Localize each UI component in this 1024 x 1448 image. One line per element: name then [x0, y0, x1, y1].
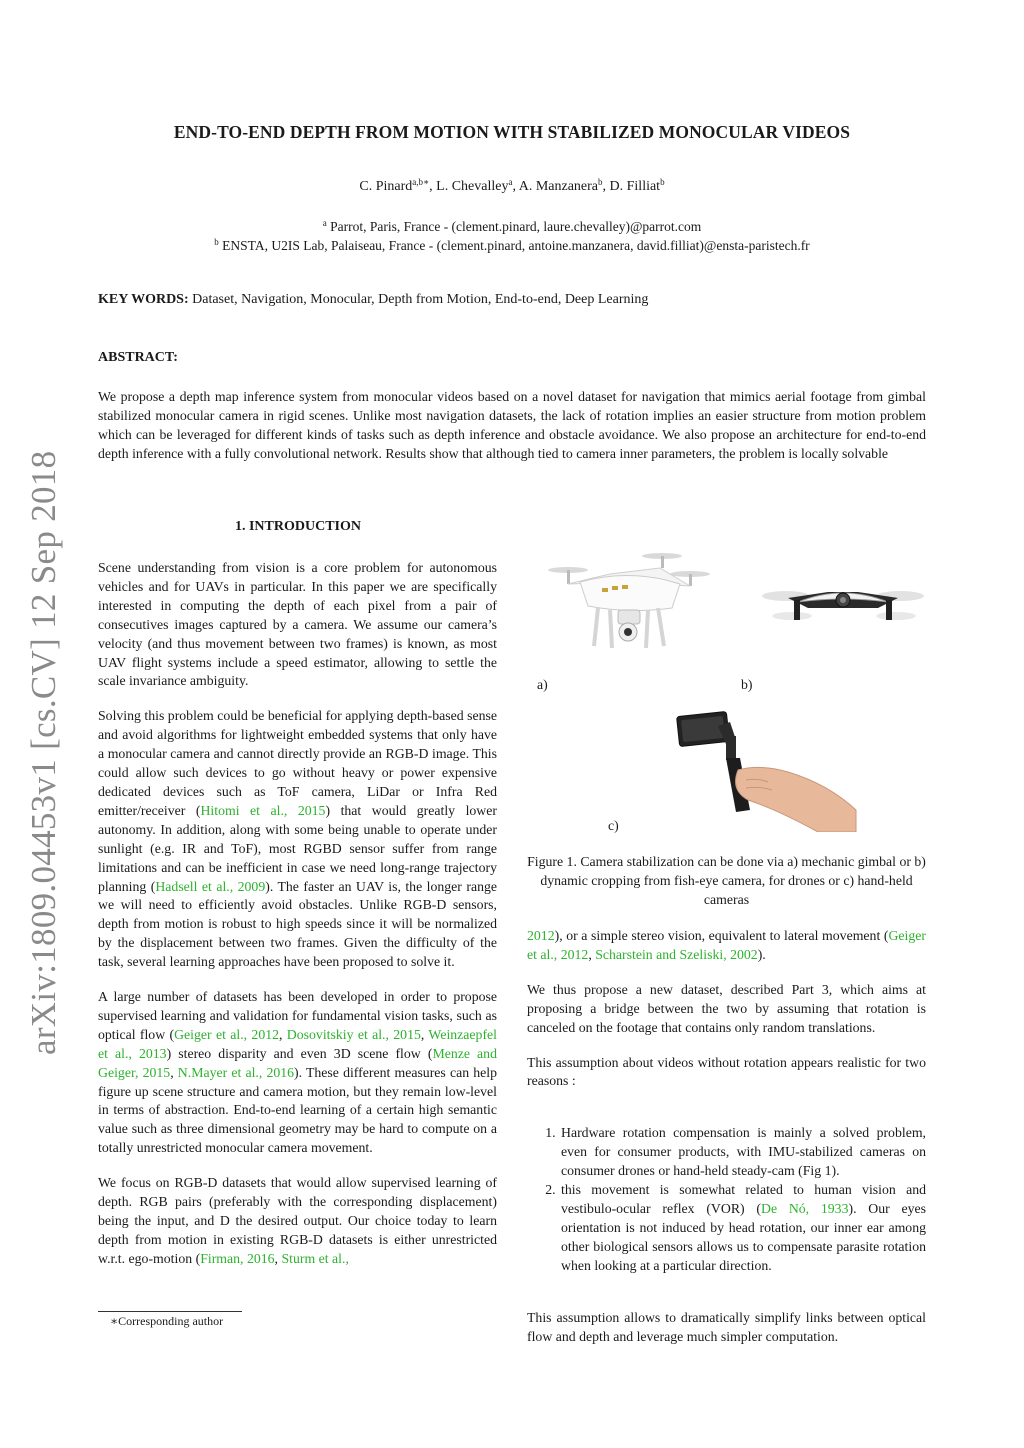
- footnote: ∗Corresponding author: [110, 1314, 224, 1328]
- author-separator: ,: [602, 179, 610, 194]
- affiliation-a: [0, 219, 1024, 235]
- right-paragraph-4: This assumption allows to dramatically simplify links between optical flow and depth and leverage much simpler computation.: [527, 1309, 926, 1344]
- author-separator: ,: [512, 179, 519, 194]
- paragraph-text: ,: [420, 1026, 429, 1042]
- paragraph-text: ,: [588, 946, 596, 962]
- citation-link[interactable]: Dosovitskiy et al., 2015: [286, 1026, 421, 1042]
- right-paragraph-2: We thus propose a new dataset, described Part 3, which aims at proposing a bridge between the two by assuming that rotation is canceled on the footage that contains only random translations.: [527, 981, 926, 1035]
- author-affil-mark: a,b∗: [412, 177, 430, 187]
- right-paragraph-3: This assumption about videos without rotation appears realistic for two reasons :: [527, 1054, 926, 1089]
- affiliation-b: [0, 238, 1024, 254]
- drone-gimbal-image: [540, 548, 720, 658]
- author-separator: ,: [429, 179, 437, 194]
- author-affil-mark: a: [508, 177, 513, 187]
- abstract-text: We propose a depth map inference system from monocular videos based on a novel dataset for navigation that mimics aerial footage from gimbal stabilized monocular camera in rigid scenes. Unlike most navigation datasets, the lack of rotation implies an easier structure from motion problem which can be leveraged for different kinds of tasks such as depth inference and obstacle avoidance. We also propose an architecture for end-to-end depth inference with a fully convolutional network. Results show that although tied to camera inner parameters, the problem is locally solvable: [98, 389, 926, 461]
- citation-link[interactable]: Hadsell et al., 2009: [155, 878, 266, 894]
- author-name: C. Pinard: [359, 179, 413, 194]
- paragraph-text: ,: [279, 1026, 287, 1042]
- paragraph-text: A large number of datasets has been developed in order to propose supervised learning and validation for fundamental vision tasks, such as optical flow (: [98, 989, 497, 1042]
- right-column: [527, 927, 926, 1362]
- left-column: [98, 559, 497, 1285]
- paragraph-text: this movement is somewhat related to human vision and vestibulo-ocular reflex (VOR) (: [561, 1182, 926, 1216]
- handheld-gimbal-image: [668, 700, 858, 832]
- citation-link[interactable]: Menze and Geiger, 2015: [98, 1045, 497, 1080]
- abstract-heading: ABSTRACT:: [98, 350, 178, 365]
- affiliation-text: Parrot, Paris, France - (clement.pinard, laure.chevalley)@parrot.com: [330, 219, 702, 234]
- affiliation-mark: b: [214, 237, 219, 247]
- author-list: [0, 179, 1024, 195]
- paragraph-text: ,: [170, 1064, 178, 1080]
- intro-paragraph-4: [98, 1174, 497, 1269]
- paragraph-text: ,: [274, 1250, 282, 1266]
- author-name: A. Manzanera: [518, 179, 599, 194]
- affiliation-text: ENSTA, U2IS Lab, Palaiseau, France - (clement.pinard, antoine.manzanera, david.filliat)@ensta-paristech.fr: [222, 238, 810, 253]
- figure-label-b: b): [741, 677, 753, 692]
- footnote-divider: [98, 1311, 242, 1312]
- paragraph-text: ). The faster an UAV is, the longer range we will need to efficiently avoid obstacles. Unlike RGB-D sensors, depth from motion is robust to high speeds since it will be normalized by the displacement between two frames. Given the difficulty of the task, several learning approaches have been proposed to solve it.: [98, 878, 497, 970]
- reasons-list: [527, 1124, 926, 1275]
- paragraph-text: ) stereo disparity and even 3D scene flow (: [166, 1045, 433, 1061]
- paragraph-text: We focus on RGB-D datasets that would allow supervised learning of depth. RGB pairs (preferably with the corresponding displacement) being the input, and D the desired output. Our choice today to learn depth from motion in existing RGB-D datasets is either unrestricted w.r.t. ego-motion (: [98, 1175, 497, 1266]
- author-affil-mark: b: [598, 177, 603, 187]
- right-paragraph-1: [527, 927, 926, 965]
- citation-link[interactable]: Geiger et al., 2012: [527, 928, 926, 962]
- citation-link[interactable]: Geiger et al., 2012: [174, 1026, 280, 1042]
- citation-link[interactable]: N.Mayer et al., 2016: [177, 1064, 295, 1080]
- paper-title: END-TO-END DEPTH FROM MOTION WITH STABILIZED MONOCULAR VIDEOS: [173, 122, 851, 142]
- citation-link[interactable]: De Nó, 1933: [760, 1200, 849, 1216]
- paragraph-text: ) that would greatly lower autonomy. In addition, along with some being unable to operate under sunlight (e.g. IR and ToF), most RGBD sensor suffer from range limitations and can be inefficient in case we need long-range trajectory planning (: [98, 802, 497, 894]
- keywords: [98, 292, 648, 308]
- intro-paragraph-1: Scene understanding from vision is a core problem for autonomous vehicles and for UAVs in particular. In this paper we are specifically interested in computing the depth of each pixel from a pair of consecutives images captured by a camera. We assume our camera’s velocity (and thus movement between two frames) is known, as most UAV flight systems include a speed estimator, allowing to settle the scale invariance ambiguity.: [98, 560, 497, 689]
- paragraph-text: ). Our eyes orientation is not induced by head rotation, our inner ear among other biological sensors allows us to compensate parasite rotation when looking at a particular direction.: [561, 1200, 926, 1273]
- figure-label-c: c): [608, 818, 619, 833]
- intro-paragraph-3: [98, 988, 497, 1158]
- list-item: [559, 1181, 926, 1276]
- intro-paragraph-2: [98, 707, 497, 972]
- arxiv-stamp: arXiv:1809.04453v1 [cs.CV] 12 Sep 2018: [24, 450, 63, 1055]
- section-heading-introduction: 1. INTRODUCTION: [234, 519, 361, 534]
- paragraph-text: Solving this problem could be beneficial for applying depth-based sense and avoid algorithms for lightweight embedded systems that only have a monocular camera and cannot directly provide an RGB-D image. This could allow such devices to go without heavy or power expensive dedicated devices such as ToF camera, LiDar or Infra Red emitter/receiver (: [98, 708, 497, 818]
- citation-link[interactable]: Hitomi et al., 2015: [200, 802, 326, 818]
- author-name: L. Chevalley: [436, 179, 509, 194]
- citation-link[interactable]: Weinzaepfel et al., 2013: [98, 1026, 497, 1061]
- paragraph-text: ). These different measures can help figure up scene structure and camera motion, but they remain low-level in terms of abstraction. End-to-end learning of a certain high semantic value such as three dimensional geometry may be hard to compute on a totally unrestricted monocular camera movement.: [98, 1064, 497, 1156]
- affiliation-mark: a: [322, 218, 327, 228]
- paragraph-text: ).: [757, 946, 766, 962]
- keywords-label: KEY WORDS:: [98, 292, 189, 307]
- figure-caption: Figure 1. Camera stabilization can be done via a) mechanic gimbal or b) dynamic cropping from fish-eye camera, for drones or c) hand-held cameras: [527, 854, 926, 907]
- figure-label-a: a): [537, 677, 548, 692]
- fisheye-drone-image: [758, 574, 928, 632]
- author-name: D. Filliat: [609, 179, 661, 194]
- paragraph-text: ), or a simple stereo vision, equivalent to lateral movement (: [554, 928, 889, 943]
- keywords-text: Dataset, Navigation, Monocular, Depth from Motion, End-to-end, Deep Learning: [192, 292, 649, 307]
- citation-link[interactable]: Sturm et al.,: [281, 1250, 349, 1266]
- citation-link[interactable]: Firman, 2016: [200, 1250, 275, 1266]
- author-affil-mark: b: [660, 177, 665, 187]
- citation-link[interactable]: 2012: [527, 928, 555, 943]
- citation-link[interactable]: Scharstein and Szeliski, 2002: [595, 946, 758, 962]
- list-item: 1. Hardware rotation compensation is mainly a solved problem, even for consumer products, with IMU-stabilized cameras on consumer drones or hand-held steady-cam (Fig 1).: [559, 1124, 926, 1181]
